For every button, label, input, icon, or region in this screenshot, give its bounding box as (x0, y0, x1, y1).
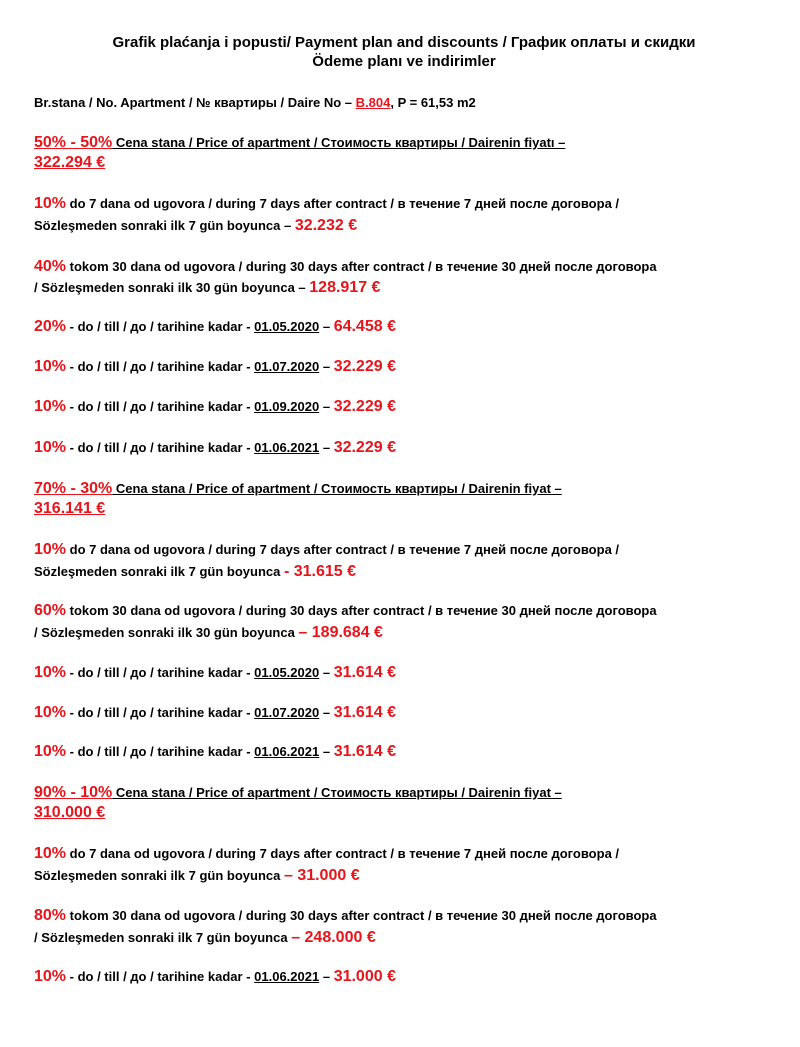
payment-amount: – 248.000 € (291, 929, 376, 946)
payment-amount: – 31.000 € (283, 867, 360, 884)
installment-amount: 64.458 € (333, 318, 396, 335)
plan-price-value: 316.141 € (34, 500, 106, 517)
payment-row-cont (34, 277, 774, 299)
installment-date: 01.06.2021 (254, 969, 320, 984)
apartment-area: , P = 61,53 m2 (390, 95, 476, 110)
installment-pct: 10% (34, 743, 67, 760)
installment-date: 01.07.2020 (254, 359, 320, 374)
plan-price-label: Cena stana / Price of apartment / Стоимость квартиры / Dairenin fiyat – (112, 481, 562, 496)
payment-text: tokom 30 dana od ugovora / during 30 days after contract / в течение 30 дней после договора (66, 603, 657, 618)
payment-row (34, 539, 774, 561)
payment-pct: 10% (34, 845, 67, 862)
payment-amount: - 31.615 € (283, 563, 357, 580)
payment-text: do 7 dana od ugovora / during 7 days after contract / в течение 7 дней после договора / (66, 196, 620, 211)
installment-pct: 10% (34, 398, 67, 415)
payment-text-2: / Sözleşmeden sonraki ilk 7 gün boyunca (34, 930, 292, 945)
plan-price-label: Cena stana / Price of apartment / Стоимость квартиры / Dairenin fiyatı – (112, 135, 566, 150)
installment-pct: 10% (34, 968, 67, 985)
payment-amount: 128.917 € (309, 279, 381, 296)
installment-date: 01.06.2021 (254, 744, 320, 759)
installment-amount: 31.614 € (333, 743, 396, 760)
title-line-2: Ödeme planı ve indirimler (312, 53, 496, 70)
plan-price (34, 498, 774, 520)
installment-row: 20% - do / till / до / tarihine kadar - 01.05.2020 – 64.458 € (34, 318, 396, 335)
installment-date: 01.05.2020 (254, 665, 320, 680)
payment-pct: 80% (34, 907, 67, 924)
payment-text-2: / Sözleşmeden sonraki ilk 30 gün boyunca – (34, 280, 310, 295)
installment-amount: 32.229 € (333, 439, 396, 456)
payment-text: tokom 30 dana od ugovora / during 30 days after contract / в течение 30 дней после договора (66, 908, 657, 923)
payment-amount: – 189.684 € (298, 624, 383, 641)
payment-row-cont (34, 215, 774, 237)
installment-pct: 20% (34, 318, 67, 335)
payment-pct: 60% (34, 602, 67, 619)
installment-text: - do / till / до / tarihine kadar - (66, 399, 255, 414)
installment-pct: 10% (34, 439, 67, 456)
payment-text-2: / Sözleşmeden sonraki ilk 30 gün boyunca (34, 625, 299, 640)
installment-amount: 32.229 € (333, 398, 396, 415)
apartment-label: Br.stana / No. Apartment / № квартиры / Daire No – (34, 95, 356, 110)
installment-row: 10% - do / till / до / tarihine kadar - 01.06.2021 – 31.000 € (34, 968, 396, 985)
installment-amount: 32.229 € (333, 358, 396, 375)
plan-price (34, 152, 774, 174)
installment-row: 10% - do / till / до / tarihine kadar - 01.07.2020 – 32.229 € (34, 358, 396, 375)
plan-header (34, 478, 774, 500)
plan-price-value: 310.000 € (34, 804, 106, 821)
installment-pct: 10% (34, 358, 67, 375)
payment-row (34, 256, 774, 278)
plan-ratio: 50% - 50% (34, 134, 113, 151)
installment-row: 10% - do / till / до / tarihine kadar - 01.06.2021 – 31.614 € (34, 743, 396, 760)
apartment-line (34, 92, 774, 114)
payment-text-2: Sözleşmeden sonraki ilk 7 gün boyunca (34, 564, 284, 579)
installment-row: 10% - do / till / до / tarihine kadar - 01.05.2020 – 31.614 € (34, 664, 396, 681)
payment-text: do 7 dana od ugovora / during 7 days after contract / в течение 7 дней после договора / (66, 542, 620, 557)
apartment-number: B.804 (355, 95, 391, 110)
plan-price (34, 802, 774, 824)
payment-row (34, 600, 774, 622)
plan-price-value: 322.294 € (34, 154, 106, 171)
installment-text: - do / till / до / tarihine kadar - (66, 969, 255, 984)
installment-text: - do / till / до / tarihine kadar - (66, 359, 255, 374)
installment-text: - do / till / до / tarihine kadar - (66, 665, 255, 680)
installment-text: - do / till / до / tarihine kadar - (66, 705, 255, 720)
payment-row-cont (34, 561, 774, 583)
document-title (34, 33, 774, 71)
installment-date: 01.06.2021 (254, 440, 320, 455)
payment-row-cont (34, 622, 774, 644)
installment-date: 01.05.2020 (254, 319, 320, 334)
installment-text: - do / till / до / tarihine kadar - (66, 744, 255, 759)
installment-row: 10% - do / till / до / tarihine kadar - 01.07.2020 – 31.614 € (34, 704, 396, 721)
plan-ratio: 90% - 10% (34, 784, 113, 801)
payment-pct: 10% (34, 541, 67, 558)
payment-pct: 10% (34, 195, 67, 212)
installment-text: - do / till / до / tarihine kadar - (66, 440, 255, 455)
payment-row (34, 843, 774, 865)
installment-date: 01.07.2020 (254, 705, 320, 720)
payment-text: do 7 dana od ugovora / during 7 days after contract / в течение 7 дней после договора / (66, 846, 620, 861)
installment-text: - do / till / до / tarihine kadar - (66, 319, 255, 334)
payment-pct: 40% (34, 258, 67, 275)
installment-amount: 31.614 € (333, 704, 396, 721)
payment-row (34, 193, 774, 215)
payment-text: tokom 30 dana od ugovora / during 30 days after contract / в течение 30 дней после договора (66, 259, 657, 274)
plan-header (34, 782, 774, 804)
plan-ratio: 70% - 30% (34, 480, 113, 497)
title-line-1: Grafik plaćanja i popusti/ Payment plan and discounts / График оплаты и скидки (112, 34, 696, 51)
installment-date: 01.09.2020 (254, 399, 320, 414)
installment-pct: 10% (34, 664, 67, 681)
installment-pct: 10% (34, 704, 67, 721)
payment-text-2: Sözleşmeden sonraki ilk 7 gün boyunca (34, 868, 284, 883)
payment-row-cont (34, 927, 774, 949)
installment-amount: 31.614 € (333, 664, 396, 681)
payment-row-cont (34, 865, 774, 887)
payment-amount: 32.232 € (294, 217, 358, 234)
plan-price-label: Cena stana / Price of apartment / Стоимость квартиры / Dairenin fiyat – (112, 785, 562, 800)
plan-header (34, 132, 774, 154)
installment-amount: 31.000 € (333, 968, 396, 985)
installment-row: 10% - do / till / до / tarihine kadar - 01.06.2021 – 32.229 € (34, 439, 396, 456)
payment-row (34, 905, 774, 927)
payment-text-2: Sözleşmeden sonraki ilk 7 gün boyunca – (34, 218, 295, 233)
installment-row: 10% - do / till / до / tarihine kadar - 01.09.2020 – 32.229 € (34, 398, 396, 415)
